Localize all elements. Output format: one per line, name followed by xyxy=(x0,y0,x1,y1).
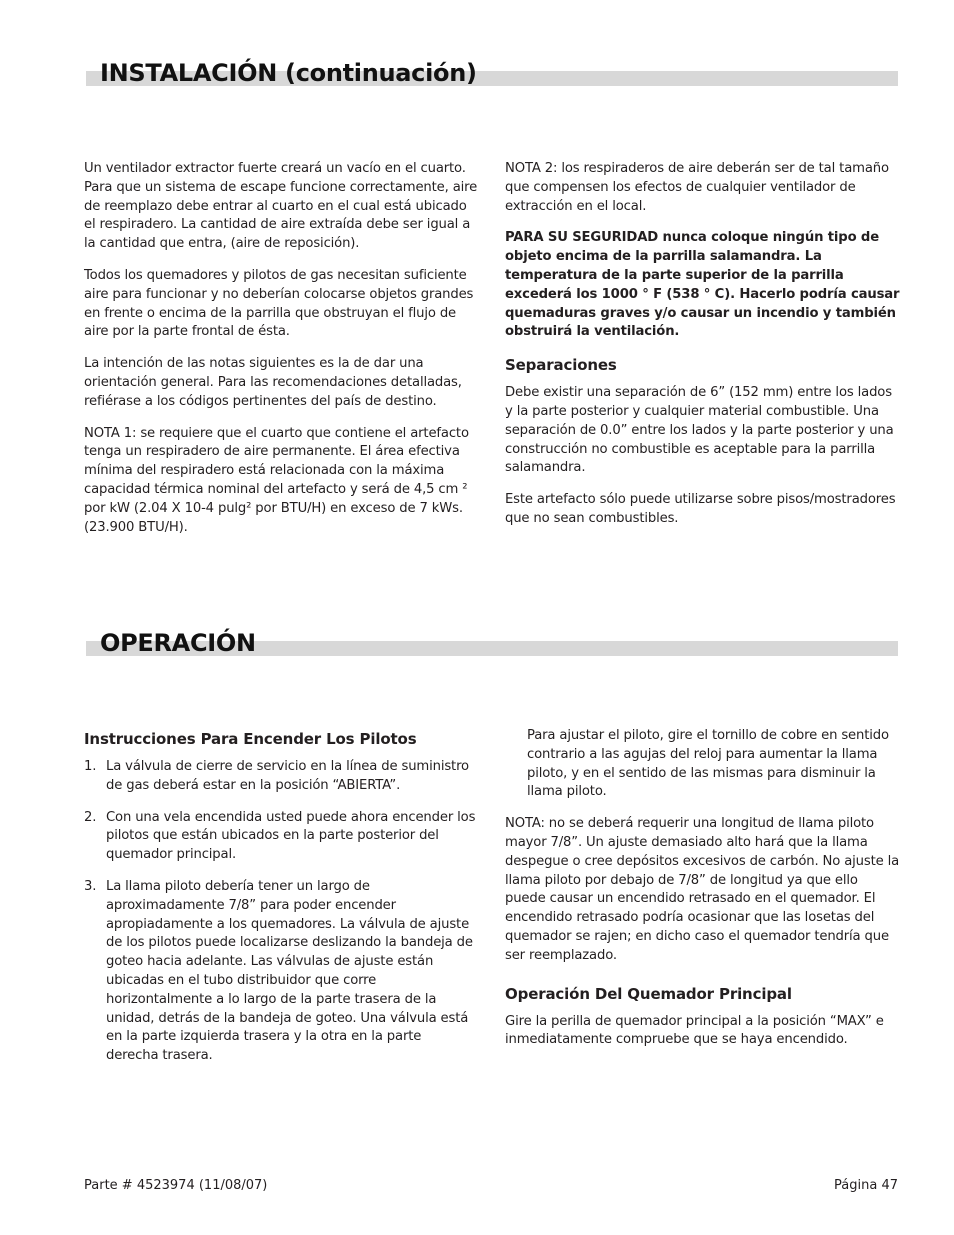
pilots-heading: Instrucciones Para Encender Los Pilotos xyxy=(84,730,417,748)
paragraph-note-1: NOTA 1: se requiere que el cuarto que contiene el artefacto tenga un respiradero de aire permanente. El área efectiva mínima del respiradero está relacionada con la máxima capacidad térmica nominal del artefacto y será de 4,5 cm ² por kW (2.04 X 10-4 pulg² por BTU/H) en exceso de 7 kWs. (23.900 BTU/H). xyxy=(84,425,469,535)
paragraph-clearances: Debe existir una separación de 6” (152 mm) entre los lados y la parte posterior y cualquier material combustible. Una separación de 0.0” entre los lados y la parte posterior y una construcción no combustible es aceptable para la parrilla salamandra. xyxy=(505,385,894,476)
pilot-steps-list xyxy=(84,758,476,1066)
paragraph-burners-air: Todos los quemadores y pilotos de gas necesitan suficiente aire para funcionar y no deberían colocarse objetos grandes en frente o encima de la parrilla que obstruyan el flujo de aire por la parte frontal de ésta. xyxy=(84,267,474,340)
step-number: 3. xyxy=(84,878,97,894)
installation-right-column xyxy=(505,160,900,542)
list-item xyxy=(84,878,476,1066)
operation-title: OPERACIÓN xyxy=(100,629,256,657)
step-text: La llama piloto debería tener un largo de aproximadamente 7/8” para poder encender apropiadamente a los quemadores. La válvula de ajuste de los pilotos puede localizarse deslizando la bandeja de goteo hacia adelante. Las válvulas de ajuste están ubicadas en el tubo distribuidor que corre horizontalmente a lo largo de la parte trasera de la unidad, detrás de la bandeja de goteo. Una válvula está en la parte izquierda trasera y la otra en la parte derecha trasera. xyxy=(106,878,473,1064)
step-number: 1. xyxy=(84,759,97,774)
list-item xyxy=(84,809,476,865)
footer-page-number: Página 47 xyxy=(834,1178,898,1193)
step-text: Con una vela encendida usted puede ahora encender los pilotos que están ubicados en la parte posterior del quemador principal. xyxy=(106,809,476,863)
list-item xyxy=(84,758,476,796)
main-burner-heading: Operación Del Quemador Principal xyxy=(505,984,792,1003)
step-text: La válvula de cierre de servicio en la línea de suministro de gas deberá estar en la posición “ABIERTA”. xyxy=(106,759,469,793)
operation-header xyxy=(86,610,898,656)
clearances-heading: Separaciones xyxy=(505,356,617,375)
paragraph-noncombustible: Este artefacto sólo puede utilizarse sobre pisos/mostradores que no sean combustibles. xyxy=(505,492,896,526)
footer-part-number: Parte # 4523974 (11/08/07) xyxy=(84,1178,268,1193)
paragraph-exhaust-fan: Un ventilador extractor fuerte creará un vacío en el cuarto. Para que un sistema de escape funcione correctamente, aire de reemplazo debe entrar al cuarto en el cual está ubicado el respiradero. La cantidad de aire extraída debe ser igual a la cantidad que entra, (aire de reposición). xyxy=(84,161,478,252)
safety-warning: PARA SU SEGURIDAD nunca coloque ningún tipo de objeto encima de la parrilla salamandra. La temperatura de la parte superior de la parrilla excederá los 1000 ° F (538 ° C). Hacerlo podría causar quemaduras graves y/o causar un incendio y también obstruirá la ventilación. xyxy=(505,230,900,340)
paragraph-note-2: NOTA 2: los respiraderos de aire deberán ser de tal tamaño que compensen los efectos de cualquier ventilador de extracción en el local. xyxy=(505,161,889,214)
paragraph-main-burner: Gire la perilla de quemador principal a la posición “MAX” e inmediatamente compruebe que se haya encendido. xyxy=(505,1013,884,1048)
installation-header xyxy=(86,40,898,86)
operation-right-column xyxy=(505,727,900,1063)
paragraph-notes-intent: La intención de las notas siguientes es la de dar una orientación general. Para las recomendaciones detalladas, refiérase a los códigos pertinentes del país de destino. xyxy=(84,356,462,409)
installation-left-column xyxy=(84,160,482,550)
paragraph-pilot-note: NOTA: no se deberá requerir una longitud de llama piloto mayor 7/8”. Un ajuste demasiado alto hará que la llama despegue o cree depósitos excesivos de carbón. No ajuste la llama piloto por debajo de 7/8” de longitud ya que ello puede causar un encendido retrasado en el quemador. El encendido retrasado podría ocasionar que las losetas del quemador se rajen; en dicho caso el quemador tendría que ser reemplazado. xyxy=(505,816,900,963)
step-3-continuation: Para ajustar el piloto, gire el tornillo de cobre en sentido contrario a las agujas del reloj para aumentar la llama piloto, y en el sentido de las mismas para disminuir la llama piloto. xyxy=(527,728,889,800)
operation-left-column xyxy=(84,729,476,1079)
step-number: 2. xyxy=(84,809,97,825)
installation-title: INSTALACIÓN (continuación) xyxy=(100,59,477,87)
